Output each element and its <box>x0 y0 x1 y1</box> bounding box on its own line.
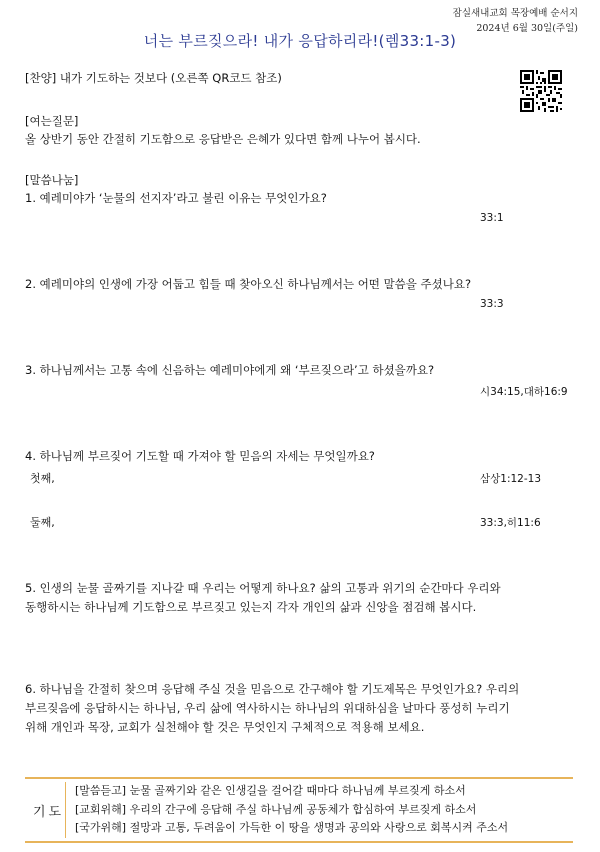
service-date: 2024년 6월 30일(주일) <box>476 23 578 34</box>
question-4-second: 둘째, <box>30 516 55 529</box>
question-3: 3. 하나님께서는 고통 속에 신음하는 예레미야에게 왜 ‘부르짖으라’고 하셨을까요? <box>25 363 435 377</box>
page-title: 너는 부르짖으라! 내가 응답하리라!(렘33:1-3) <box>143 32 457 50</box>
question-6-line-2: 부르짖음에 응답하시는 하나님, 우리 삶에 역사하시는 하나님의 위대하심을 날마다 풍성히 누리기 <box>25 701 510 715</box>
opening-question-text: 올 상반기 동안 간절히 기도함으로 응답받은 은혜가 있다면 함께 나누어 봅시다. <box>25 132 421 146</box>
prayer-items <box>75 782 508 838</box>
question-6-line-3: 위해 개인과 목장, 교회가 실천해야 할 것은 무엇인지 구체적으로 적용해 보세요. <box>25 720 425 734</box>
question-2-reference: 33:3 <box>480 298 504 310</box>
question-5-line-2: 동행하시는 하나님께 기도함으로 부르짖고 있는지 각자 개인의 삶과 신앙을 점검해 봅시다. <box>25 600 477 614</box>
opening-question-section <box>25 112 421 148</box>
qr-code-icon[interactable] <box>520 70 562 112</box>
word-sharing-heading: [말씀나눔] <box>25 173 79 187</box>
opening-question-heading: [여는질문] <box>25 114 79 128</box>
question-5 <box>25 579 501 617</box>
prayer-label: 기도 <box>33 805 65 820</box>
question-2: 2. 예레미야의 인생에 가장 어둡고 힘들 때 찾아오신 하나님께서는 어떤 말씀을 주셨나요? <box>25 277 472 291</box>
church-service-name: 잠실새내교회 목장예배 순서지 <box>452 8 578 19</box>
prayer-item-church: [교회위해] 우리의 간구에 응답해 주실 하나님께 공동체가 합심하여 부르짖게 하소서 <box>75 802 477 816</box>
question-4-first-reference: 삼상1:12-13 <box>480 473 542 485</box>
hymn-line: [찬양] 내가 기도하는 것보다 (오른쪽 QR코드 참조) <box>25 71 282 85</box>
question-6 <box>25 680 519 737</box>
prayer-divider <box>65 782 66 838</box>
question-5-line-1: 5. 인생의 눈물 골짜기를 지나갈 때 우리는 어떻게 하나요? 삶의 고통과 위기의 순간마다 우리와 <box>25 581 501 595</box>
question-1: 1. 예레미야가 ‘눈물의 선지자’라고 불린 이유는 무엇인가요? <box>25 191 327 205</box>
question-4-second-reference: 33:3,히11:6 <box>480 517 541 529</box>
prayer-box <box>25 777 573 843</box>
question-6-line-1: 6. 하나님을 간절히 찾으며 응답해 주실 것을 믿음으로 간구해야 할 기도제목은 무엇인가요? 우리의 <box>25 682 520 696</box>
prayer-item-nation: [국가위해] 절망과 고통, 두려움이 가득한 이 땅을 생명과 공의와 사랑으로 회복시켜 주소서 <box>75 821 509 834</box>
question-1-reference: 33:1 <box>480 212 504 224</box>
question-4-first: 첫째, <box>30 472 55 485</box>
question-3-reference: 시34:15,대하16:9 <box>480 386 568 398</box>
question-4: 4. 하나님께 부르짖어 기도할 때 가져야 할 믿음의 자세는 무엇일까요? <box>25 449 375 463</box>
prayer-item-word: [말씀듣고] 눈물 골짜기와 같은 인생길을 걸어갈 때마다 하나님께 부르짖게 하소서 <box>75 784 466 797</box>
